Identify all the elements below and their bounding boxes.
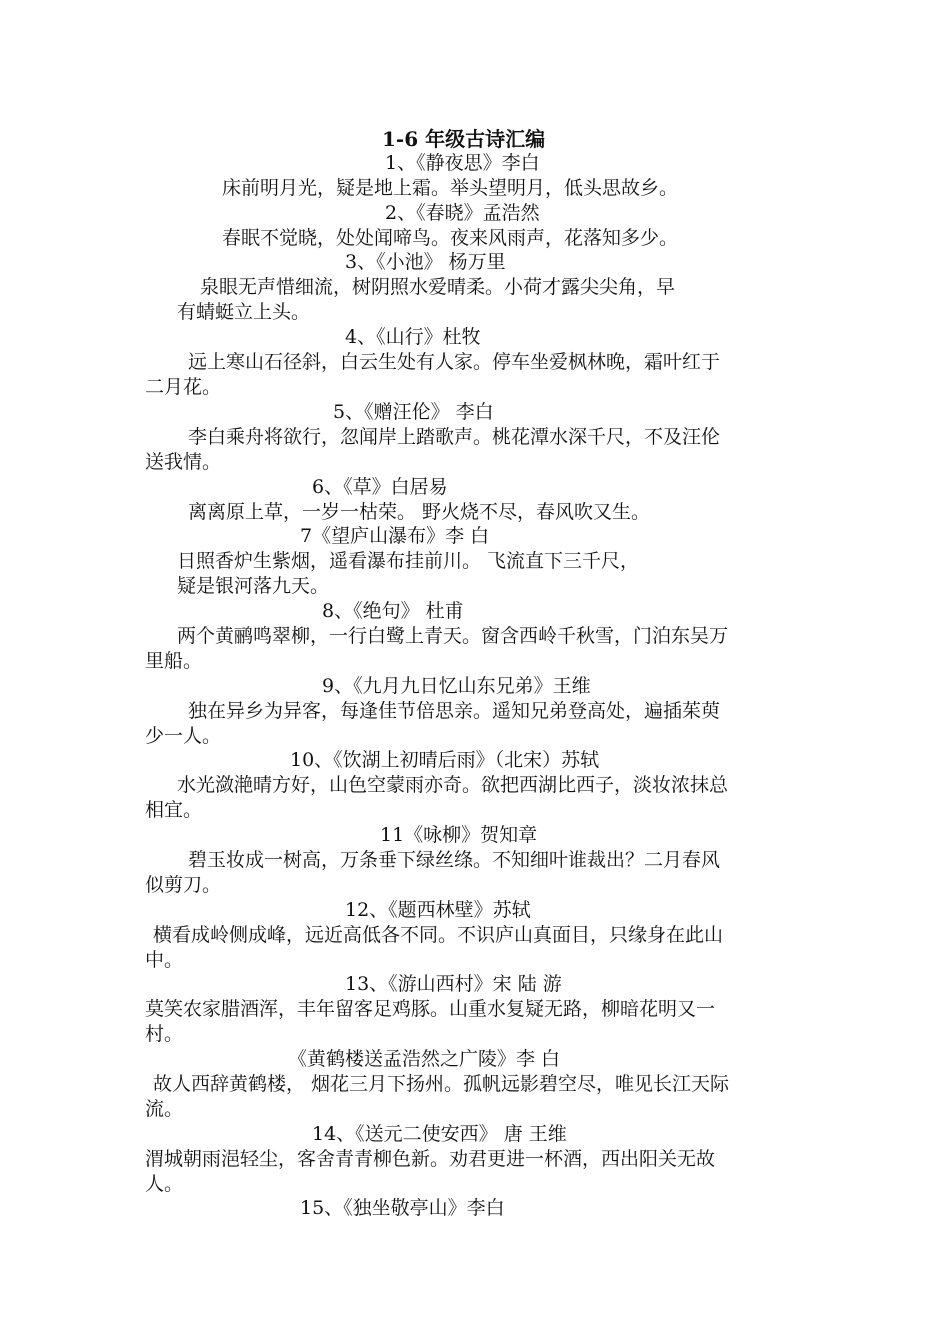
poem-text: 流。 xyxy=(145,1098,184,1120)
poem-heading-10: 10、《饮湖上初晴后雨》（北宋）苏轼 xyxy=(290,749,600,771)
poem-heading-11: 11《咏柳》贺知章 xyxy=(380,824,538,846)
poem-heading-3: 3、《小池》 杨万里 xyxy=(345,251,506,273)
poem-heading-12: 12、《题西林壁》苏轼 xyxy=(345,899,531,921)
poem-text: 独在异乡为异客，每逢佳节倍思亲。遥知兄弟登高处，遍插茱萸 xyxy=(188,700,721,722)
poem-text: 两个黄鹂鸣翠柳，一行白鹭上青天。窗含西岭千秋雪，门泊东吴万 xyxy=(177,625,729,647)
poem-text: 有蜻蜓立上头。 xyxy=(177,301,311,323)
poem-text: 春眠不觉晓，处处闻啼鸟。夜来风雨声，花落知多少。 xyxy=(222,227,679,249)
poem-heading-2: 2、《春晓》孟浩然 xyxy=(385,202,540,224)
poem-text: 离离原上草，一岁一枯荣。 野火烧不尽，春风吹又生。 xyxy=(188,501,651,523)
poem-heading-6: 6、《草》白居易 xyxy=(312,476,448,498)
poem-text: 碧玉妆成一树高，万条垂下绿丝绦。不知细叶谁裁出？二月春风 xyxy=(188,849,721,871)
poem-text: 日照香炉生紫烟，遥看瀑布挂前川。 飞流直下三千尺， xyxy=(177,550,640,572)
poem-text: 水光潋滟晴方好，山色空蒙雨亦奇。欲把西湖比西子，淡妆浓抹总 xyxy=(177,774,729,796)
poem-heading-14: 14、《送元二使安西》 唐 王维 xyxy=(312,1123,567,1145)
poem-text: 村。 xyxy=(145,1023,184,1045)
poem-text: 少一人。 xyxy=(145,725,222,747)
poem-text: 横看成岭侧成峰，远近高低各不同。不识庐山真面目，只缘身在此山 xyxy=(153,924,724,946)
poem-heading-9: 9、《九月九日忆山东兄弟》王维 xyxy=(322,675,591,697)
poem-heading-1: 1、《静夜思》李白 xyxy=(385,152,540,174)
poem-text: 二月花。 xyxy=(145,376,222,398)
poem-text: 渭城朝雨浥轻尘，客舍青青柳色新。劝君更进一杯酒，西出阳关无故 xyxy=(145,1148,716,1170)
poem-heading-7: 7《望庐山瀑布》李 白 xyxy=(300,525,490,547)
poem-heading-13: 13、《游山西村》宋 陆 游 xyxy=(345,973,562,995)
poem-text: 人。 xyxy=(145,1173,184,1195)
poem-heading-untitled: 《黄鹤楼送孟浩然之广陵》李 白 xyxy=(288,1048,561,1070)
poem-text: 李白乘舟将欲行，忽闻岸上踏歌声。桃花潭水深千尺，不及汪伦 xyxy=(188,426,721,448)
poem-text: 莫笑农家腊酒浑，丰年留客足鸡豚。山重水复疑无路，柳暗花明又一 xyxy=(145,998,716,1020)
poem-heading-15: 15、《独坐敬亭山》李白 xyxy=(300,1197,505,1219)
poem-text: 中。 xyxy=(145,949,184,971)
poem-text: 似剪刀。 xyxy=(145,874,222,896)
poem-heading-5: 5、《赠汪伦》 李白 xyxy=(333,401,494,423)
poem-heading-8: 8、《绝句》 杜甫 xyxy=(322,600,464,622)
poem-text: 故人西辞黄鹤楼， 烟花三月下扬州。孤帆远影碧空尽，唯见长江天际 xyxy=(153,1073,730,1095)
document-title: 1-6 年级古诗汇编 xyxy=(382,127,546,151)
poem-text: 床前明月光，疑是地上霜。举头望明月，低头思故乡。 xyxy=(222,177,679,199)
poem-text: 远上寒山石径斜，白云生处有人家。停车坐爱枫林晚，霜叶红于 xyxy=(188,351,721,373)
poem-text: 相宜。 xyxy=(145,799,203,821)
poem-text: 疑是银河落九天。 xyxy=(177,575,330,597)
poem-text: 里船。 xyxy=(145,650,203,672)
poem-heading-4: 4、《山行》杜牧 xyxy=(345,326,481,348)
poem-text: 泉眼无声惜细流，树阴照水爱晴柔。小荷才露尖尖角，早 xyxy=(200,276,676,298)
poem-text: 送我情。 xyxy=(145,451,222,473)
